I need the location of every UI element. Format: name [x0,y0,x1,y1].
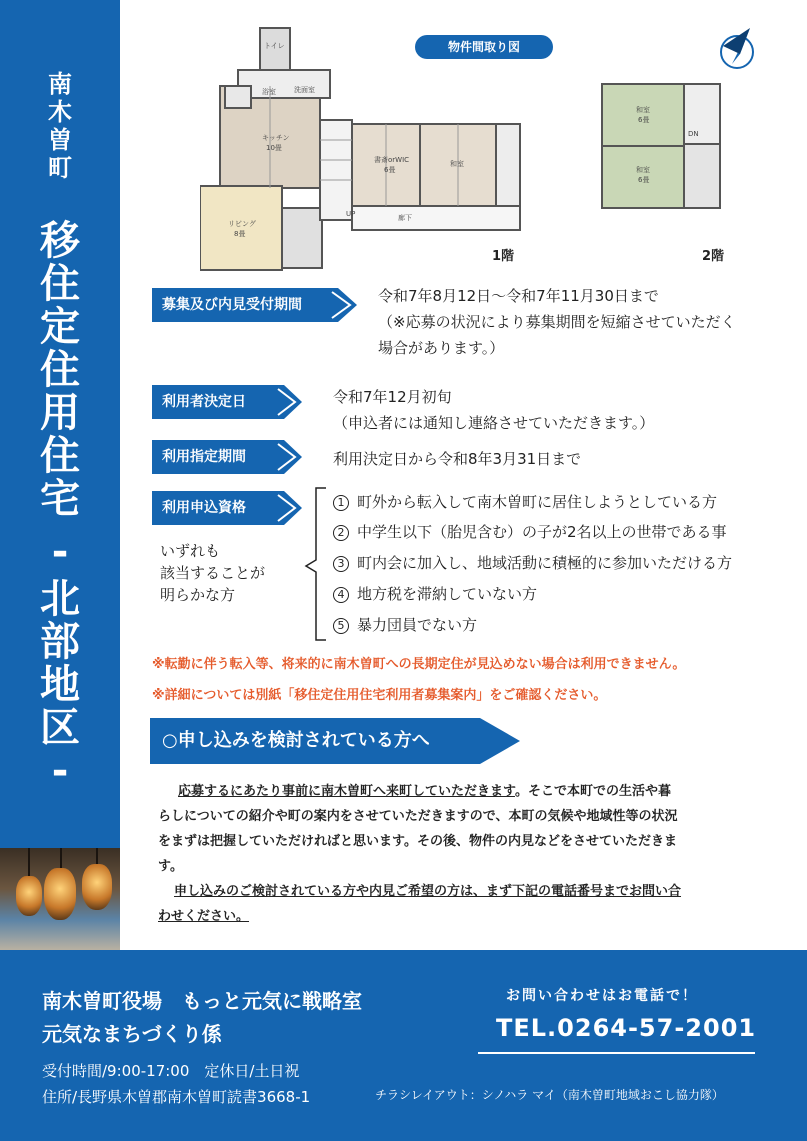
eligibility-tag [152,491,302,525]
apply-text-line: をまずは把握していただければと思います。その後、物件の内見などをさせていただきま [158,834,677,849]
town-char: 木 [48,98,72,126]
floor2-room1-size: 6畳 [638,116,650,124]
recruit-period-text [378,283,736,361]
decision-date-text [333,384,654,436]
eligibility-note-line: 該当することが [160,564,266,582]
eligibility-item-text: 町外から転入して南木曽町に居住しようとしている方 [357,493,718,511]
layout-credit: チラシレイアウト：シノハラ マイ（南木曽町地域おこし協力隊） [375,1088,724,1102]
room-toilet-label: トイレ [264,42,285,50]
eligibility-bracket [300,486,330,642]
eligibility-item-number: 5 [333,618,349,634]
floor2-room2-size: 6畳 [638,176,650,184]
floor-plan-drawing [200,20,795,280]
eligibility-item-1 [333,490,717,514]
apply-text-line: 。そこで本町での生活や暮 [514,784,671,799]
room-kitchen-label: キッチン [262,134,290,142]
title-char: 移 [40,218,80,264]
floor2-label: 2階 [702,249,725,264]
eligibility-item-number: 1 [333,495,349,511]
eligibility-tag-label: 利用申込資格 [162,500,246,516]
corridor-label: 廊下 [398,214,412,222]
town-char: 南 [48,70,72,98]
use-period-tag [152,440,302,474]
title-char: 住 [40,433,80,479]
title-char: 定 [40,304,80,350]
eligibility-item-3 [333,551,732,575]
footer-address: 住所/長野県木曽郡南木曽町読書3668-1 [42,1088,311,1106]
title-char: 北 [40,576,80,622]
phone-number[interactable]: TEL.0264-57-2001 [496,1014,757,1042]
room-bath-label: 浴室 [262,88,276,96]
footer [0,950,807,1141]
room-washitsu-label: 和室 [450,160,464,168]
compass-icon [721,28,753,68]
room-living-size: 8畳 [234,230,246,238]
page-title-vertical [0,220,120,793]
apply-visit-requirement: 応募するにあたり事前に南木曽町へ来町していただきます [178,784,515,799]
interior-photo [0,848,120,950]
eligibility-note [160,540,265,606]
title-char: 住 [40,347,80,393]
town-name-vertical [0,70,120,182]
footer-section: 元気なまちづくり係 [42,1022,222,1046]
floor2-room1-label: 和室 [636,106,650,114]
eligibility-item-4 [333,582,537,606]
recruit-period-dates: 令和7年8月12日〜令和7年11月30日まで [378,287,659,305]
apply-banner [150,718,520,764]
eligibility-item-text: 暴力団員でない方 [357,616,478,634]
eligibility-item-text: 中学生以下（胎児含む）の子が2名以上の世帯である事 [357,523,727,541]
title-char: 宅 [40,476,80,522]
recruit-period-tag [152,288,357,322]
stair-down-label: DN [688,130,699,138]
recruit-period-tag-label: 募集及び内見受付期間 [162,297,302,313]
title-char: 用 [40,390,80,436]
stair-up-label: UP [346,210,356,218]
eligibility-item-2 [333,520,727,544]
eligibility-item-number: 2 [333,525,349,541]
room-study-size: 6畳 [384,166,396,174]
apply-contact-line: わせください。 [158,909,250,924]
room-kitchen-size: 10畳 [266,144,282,152]
footer-office: 南木曽町役場 もっと元気に戦略室 [42,989,362,1013]
sidebar-band [0,0,120,950]
use-period-text: 利用決定日から令和8年3月31日まで [333,450,582,468]
floor1-label: 1階 [492,249,515,264]
recruit-period-note-1: （※応募の状況により募集期間を短縮させていただく [378,313,736,331]
decision-date-value: 令和7年12月初旬 [333,388,452,406]
notice-details: ※詳細については別紙「移住定住用住宅利用者募集案内」をご確認ください。 [152,688,607,703]
town-char: 曽 [48,126,72,154]
title-char: 区 [40,705,80,751]
eligibility-item-text: 地方税を滞納していない方 [357,585,538,603]
notice-long-term: ※転勤に伴う転入等、将来的に南木曽町への長期定住が見込めない場合は利用できません。 [152,657,686,672]
room-living-label: リビング [228,220,256,228]
title-char: - [51,748,69,794]
floor-plan [200,20,795,280]
room-study-label: 書斎orWIC [374,156,410,164]
apply-text-line: す。 [158,859,183,874]
eligibility-note-line: いずれも [160,542,221,560]
decision-date-note: （申込者には通知し連絡させていただきます。） [333,414,655,432]
footer-hours: 受付時間/9:00-17:00 定休日/土日祝 [42,1062,300,1080]
tel-prompt: お問い合わせはお電話で！ [506,988,698,1004]
eligibility-item-number: 4 [333,587,349,603]
town-char: 町 [48,154,72,182]
title-char: 部 [40,619,80,665]
eligibility-item-text: 町内会に加入し、地域活動に積極的に参加いただける方 [357,554,733,572]
recruit-period-note-2: 場合があります。） [378,339,505,357]
decision-date-tag [152,385,302,419]
apply-contact-line: 申し込みのご検討されている方や内見ご希望の方は、まず下記の電話番号までお問い合 [174,884,682,899]
eligibility-item-5 [333,613,477,637]
use-period-tag-label: 利用指定期間 [162,449,246,465]
room-wash-label: 洗面室 [294,86,315,94]
phone-underline [478,1052,755,1054]
eligibility-note-line: 明らかな方 [160,586,236,604]
title-char: - [51,529,69,575]
floor2-room2-label: 和室 [636,166,650,174]
floor-plan-title: 物件間取り図 [415,35,553,59]
decision-date-tag-label: 利用者決定日 [162,394,246,410]
title-char: 地 [40,662,80,708]
eligibility-item-number: 3 [333,556,349,572]
title-char: 住 [40,261,80,307]
apply-text-line: らしについての紹介や町の案内をさせていただきますので、本町の気候や地域性等の状況 [158,809,678,824]
apply-banner-label: ○申し込みを検討されている方へ [162,730,430,751]
apply-paragraph [158,779,758,929]
